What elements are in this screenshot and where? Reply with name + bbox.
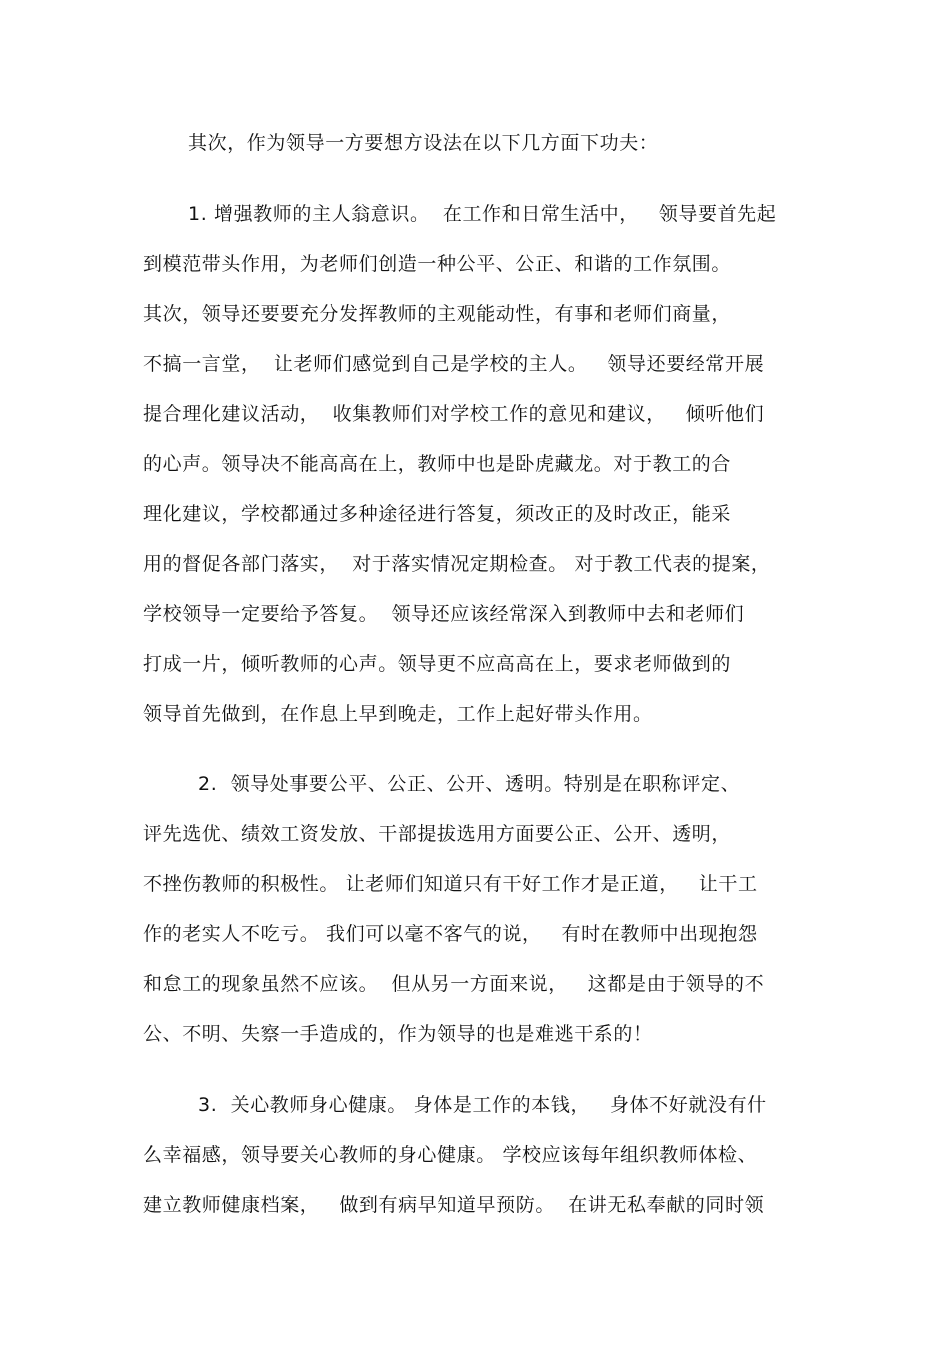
intro-paragraph: 其次，作为领导一方要想方设法在以下几方面下功夫： xyxy=(188,132,659,154)
section-1-line-6: 的心声。领导决不能高高在上，教师中也是卧虎藏龙。对于教工的合 xyxy=(143,453,732,475)
section-2-line-3: 不挫伤教师的积极性。 让老师们知道只有干好工作才是正道， 让干工 xyxy=(143,873,758,895)
section-2-line-2: 评先选优、绩效工资发放、干部提拔选用方面要公正、公开、透明， xyxy=(143,823,732,845)
section-1-line-4: 不搞一言堂， 让老师们感觉到自己是学校的主人。 领导还要经常开展 xyxy=(143,353,765,375)
section-2-line-6: 公、不明、失察一手造成的，作为领导的也是难逃干系的！ xyxy=(143,1023,653,1045)
section-3-line-1: 3. 关心教师身心健康。 身体是工作的本钱， 身体不好就没有什 xyxy=(198,1094,767,1116)
section-1-line-5: 提合理化建议活动， 收集教师们对学校工作的意见和建议， 倾听他们 xyxy=(143,403,765,425)
section-1-line-3: 其次，领导还要要充分发挥教师的主观能动性，有事和老师们商量， xyxy=(143,303,732,325)
section-1-line-9: 学校领导一定要给予答复。 领导还应该经常深入到教师中去和老师们 xyxy=(143,603,745,625)
section-2-line-5: 和怠工的现象虽然不应该。 但从另一方面来说， 这都是由于领导的不 xyxy=(143,973,765,995)
section-2-line-1: 2. 领导处事要公平、公正、公开、透明。特别是在职称评定、 xyxy=(198,773,741,795)
section-1-line-7: 理化建议，学校都通过多种途径进行答复，须改正的及时改正，能采 xyxy=(143,503,732,525)
section-1-line-11: 领导首先做到，在作息上早到晚走，工作上起好带头作用。 xyxy=(143,703,653,725)
section-2-line-4: 作的老实人不吃亏。 我们可以毫不客气的说， 有时在教师中出现抱怨 xyxy=(143,923,758,945)
section-1-line-8: 用的督促各部门落实， 对于落实情况定期检查。 对于教工代表的提案， xyxy=(143,553,771,575)
section-1-line-2: 到模范带头作用，为老师们创造一种公平、公正、和谐的工作氛围。 xyxy=(143,253,732,275)
section-3-line-2: 么幸福感，领导要关心教师的身心健康。 学校应该每年组织教师体检、 xyxy=(143,1144,758,1166)
section-1-line-10: 打成一片，倾听教师的心声。领导更不应高高在上，要求老师做到的 xyxy=(143,653,732,675)
section-3-line-3: 建立教师健康档案， 做到有病早知道早预防。 在讲无私奉献的同时领 xyxy=(143,1194,765,1216)
section-1-line-1: 1. 增强教师的主人翁意识。 在工作和日常生活中， 领导要首先起 xyxy=(188,203,777,225)
